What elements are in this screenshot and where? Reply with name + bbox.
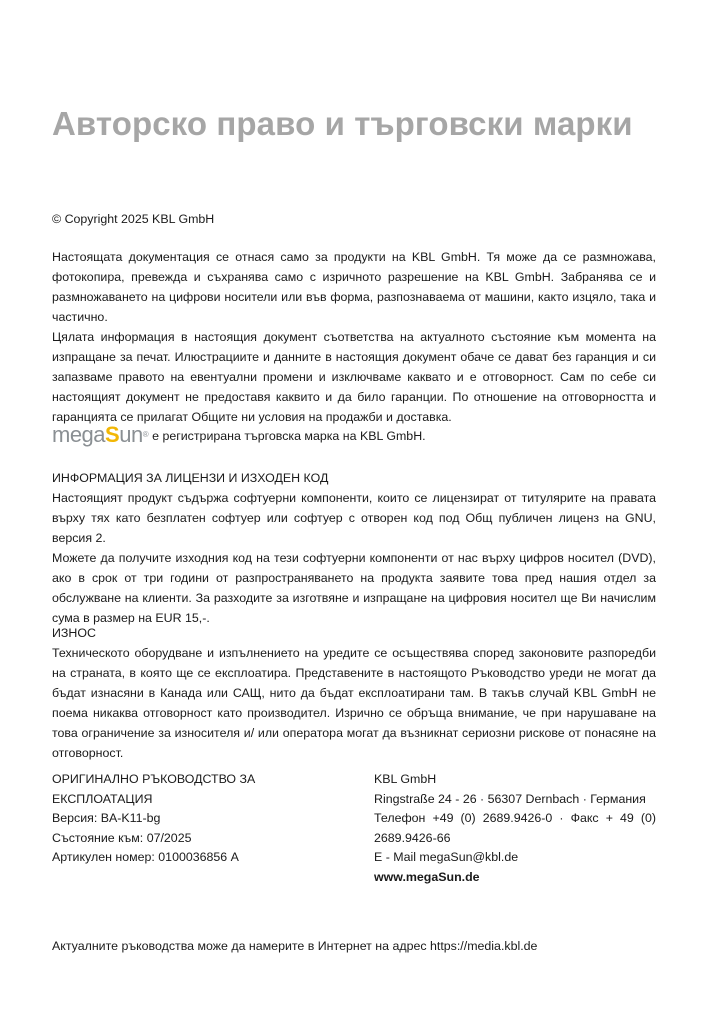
intro-section — [52, 247, 656, 427]
license-section — [52, 468, 656, 628]
manual-status: Състояние към: 07/2025 — [52, 830, 192, 845]
intro-paragraph-2: Цялата информация в настоящия документ съответства на актуалното състояние към момента на изпращане за печат. Илюстрациите и данните в настоящия документ обаче се дават без гаранция и си запазваме правото на евентуални промени и изключваме каквато и е отговорност. Сам по себе си настоящият документ не предоставя каквито и да било гаранции. По отношение на отговорността и гаранцията се прилагат Общите ни условия на продажби и доставка. — [52, 330, 656, 424]
license-paragraph-1: Настоящият продукт съдържа софтуерни компоненти, които се лицензират от титулярите на правата върху тях като безплатен софтуер или софтуер с отворен код под Общ публичен лиценз на GNU, версия 2. — [52, 491, 656, 545]
manual-article-number: Артикулен номер: 0100036856 A — [52, 850, 239, 864]
company-name: KBL GmbH — [374, 772, 437, 786]
manual-title-line-2: ЕКСПЛОАТАЦИЯ — [52, 791, 153, 806]
export-section — [52, 623, 656, 763]
export-paragraph: Техническото оборудване и изпълнението на уредите се осъществява според законовите разпоредби на страната, в която ще се експлоатира. Представените в настоящото Ръководство уреди не могат да бъдат изнасяни в Канада или САЩ, нито да бъдат експлоатирани там. В такъв случай KBL GmbH не поема никаква отговорност като производител. Изрично се обръща внимание, че при нарушаване на това ограничение за износителя и/ или оператора могат да възникнат сериозни рискове от понасяне на отговорност. — [52, 646, 656, 760]
trademark-notice — [52, 424, 426, 446]
company-email: E - Mail megaSun@kbl.de — [374, 850, 519, 864]
manual-info — [52, 770, 312, 868]
intro-paragraph-1: Настоящата документация се отнася само за продукти на KBL GmbH. Тя може да се размножава, фотокопира, превежда и съхранява само с изричното разрешение на KBL GmbH. Забранява се и размножаването на цифрови носители или във форма, разпознаваема от машини, както изцяло, така и частично. — [52, 250, 656, 324]
manual-title-line-1: ОРИГИНАЛНО РЪКОВОДСТВО ЗА — [52, 772, 256, 786]
company-phone: Телефон +49 (0) 2689.9426-0 · Факс + 49 (0) — [374, 811, 656, 825]
company-website: www.megaSun.de — [374, 869, 480, 884]
megasun-logo: megaSun® — [52, 422, 149, 447]
copyright-notice: © Copyright 2025 KBL GmbH — [52, 212, 215, 226]
page-title: Авторско право и търговски марки — [52, 105, 633, 142]
company-info — [374, 770, 656, 887]
license-paragraph-2: Можете да получите изходния код на тези софтуерни компоненти от нас върху цифров носител (DVD), ако в срок от три години от разпространяването на продукта заявите това пред нашия отдел за обслужване на клиенти. За разходите за изготвяне и изпращане на цифровия носител ще Ви начислим сума в размер на EUR 15,-. — [52, 551, 656, 625]
license-heading: ИНФОРМАЦИЯ ЗА ЛИЦЕНЗИ И ИЗХОДЕН КОД — [52, 471, 329, 485]
company-fax: 2689.9426-66 — [374, 830, 451, 845]
manual-version: Версия: BA-K11-bg — [52, 811, 161, 825]
company-address: Ringstraße 24 - 26 · 56307 Dernbach · Германия — [374, 791, 646, 806]
export-heading: ИЗНОС — [52, 626, 96, 640]
trademark-text: е регистрирана търговска марка на KBL GmbH. — [152, 429, 426, 443]
footer-note: Актуалните ръководства може да намерите в Интернет на адрес https://media.kbl.de — [52, 939, 538, 953]
